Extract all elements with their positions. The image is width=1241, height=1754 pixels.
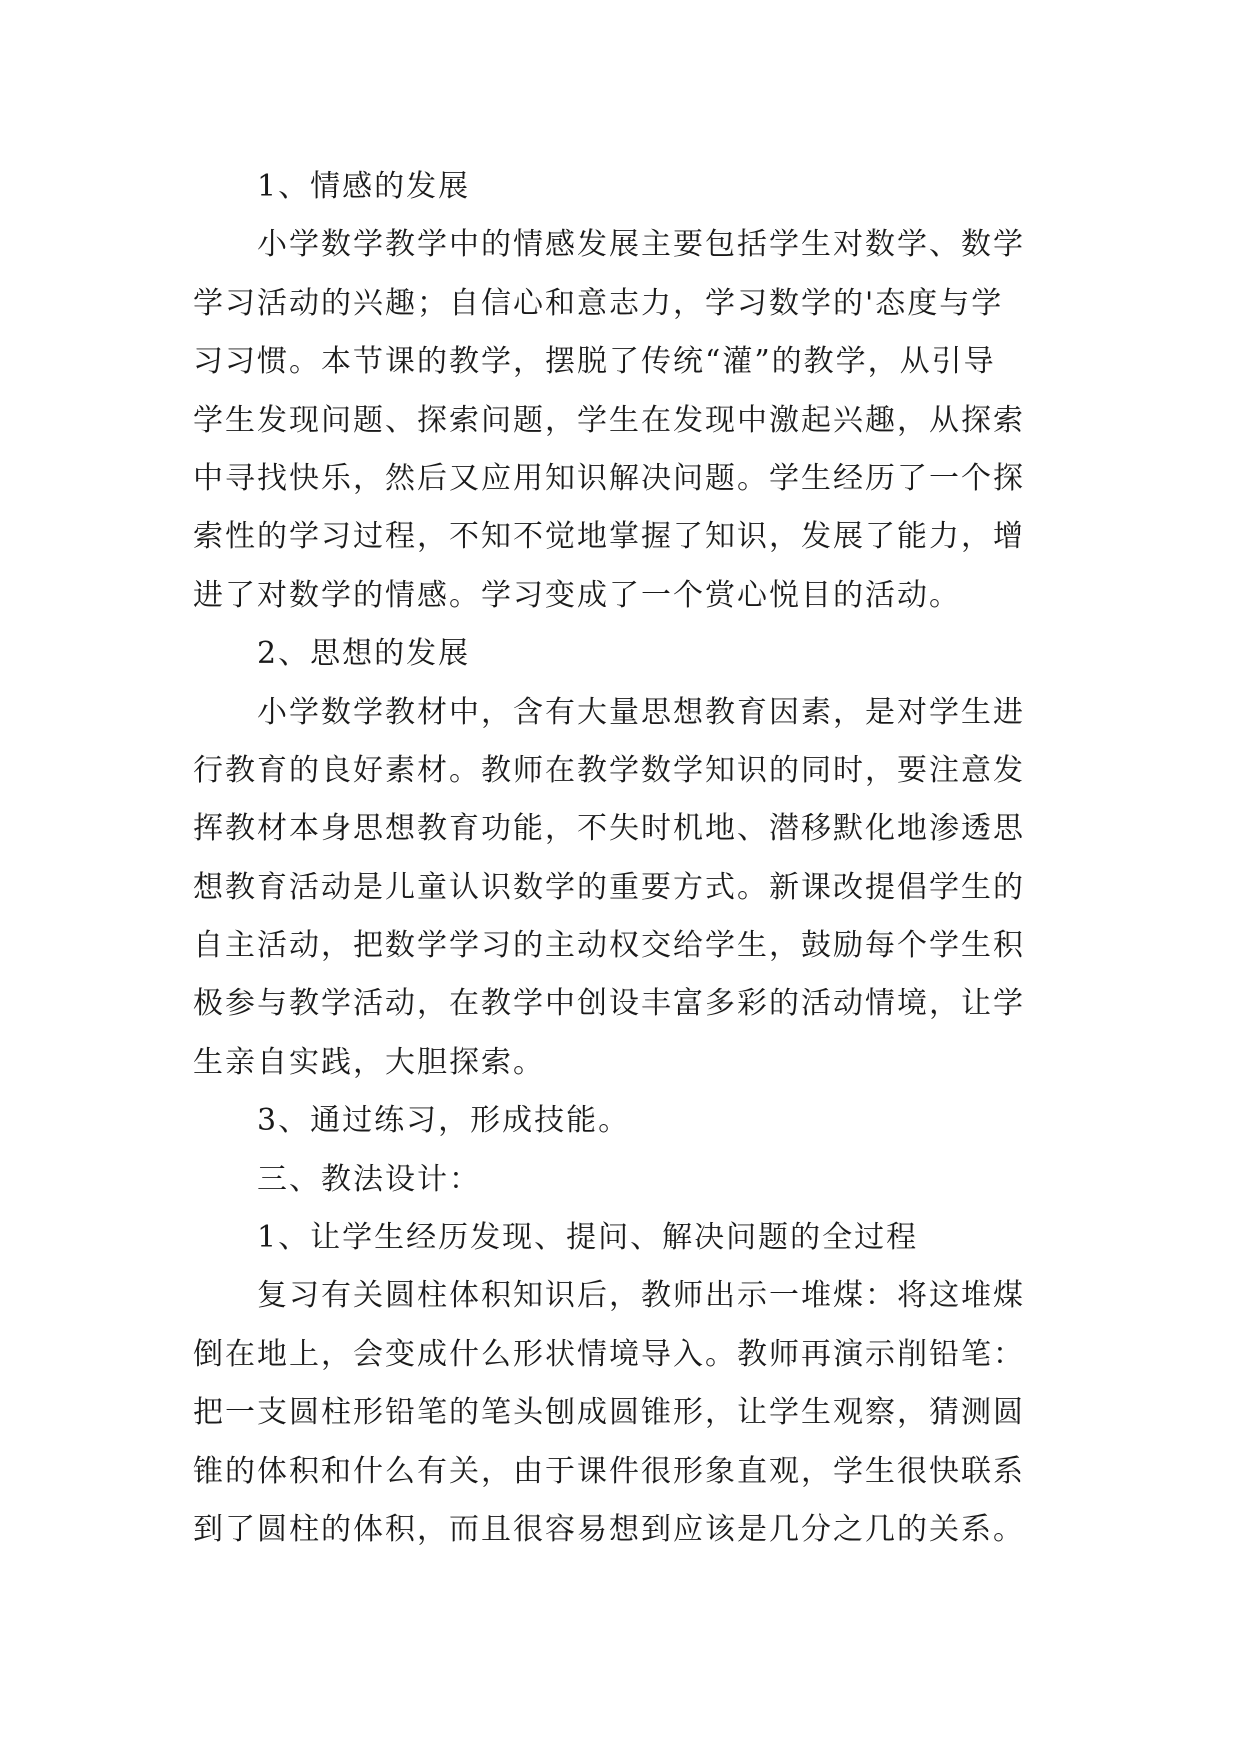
text-line: 到了圆柱的体积，而且很容易想到应该是几分之几的关系。 xyxy=(193,1511,1025,1547)
text-line: 想教育活动是儿童认识数学的重要方式。新课改提倡学生的 xyxy=(193,869,1025,905)
text-line: 行教育的良好素材。教师在教学数学知识的同时，要注意发 xyxy=(193,752,1025,788)
text-line: 中寻找快乐，然后又应用知识解决问题。学生经历了一个探 xyxy=(193,460,1025,496)
text-line: 习习惯。本节课的教学，摆脱了传统“灌”的教学，从引导 xyxy=(193,344,996,380)
text-line: 小学数学教材中，含有大量思想教育因素，是对学生进 xyxy=(257,694,1025,730)
text-line: 进了对数学的情感。学习变成了一个赏心悦目的活动。 xyxy=(193,577,961,613)
text-line: 三、教法设计： xyxy=(257,1161,481,1197)
text-line: 学生发现问题、探索问题，学生在发现中激起兴趣，从探索 xyxy=(193,402,1025,438)
text-line: 锥的体积和什么有关，由于课件很形象直观，学生很快联系 xyxy=(193,1453,1025,1489)
document-body xyxy=(193,158,1073,1559)
text-line: 倒在地上，会变成什么形状情境导入。教师再演示削铅笔： xyxy=(193,1336,1025,1372)
text-line: 2、思想的发展 xyxy=(257,636,471,672)
text-line: 极参与教学活动，在教学中创设丰富多彩的活动情境，让学 xyxy=(193,986,1025,1022)
text-line: 挥教材本身思想教育功能，不失时机地、潜移默化地渗透思 xyxy=(193,811,1025,847)
text-line: 复习有关圆柱体积知识后，教师出示一堆煤：将这堆煤 xyxy=(257,1278,1025,1314)
text-line: 小学数学教学中的情感发展主要包括学生对数学、数学 xyxy=(257,227,1025,263)
text-line: 1、让学生经历发现、提问、解决问题的全过程 xyxy=(257,1220,919,1256)
text-line: 3、通过练习，形成技能。 xyxy=(257,1103,631,1139)
text-line: 1、情感的发展 xyxy=(257,169,471,204)
text-line: 把一支圆柱形铅笔的笔头刨成圆锥形，让学生观察，猜测圆 xyxy=(193,1395,1025,1431)
text-line: 自主活动，把数学学习的主动权交给学生，鼓励每个学生积 xyxy=(193,928,1025,964)
text-line: 生亲自实践，大胆探索。 xyxy=(193,1044,545,1080)
text-line: 索性的学习过程，不知不觉地掌握了知识，发展了能力，增 xyxy=(193,519,1025,555)
text-line: 学习活动的兴趣；自信心和意志力，学习数学的'态度与学 xyxy=(193,285,1004,321)
